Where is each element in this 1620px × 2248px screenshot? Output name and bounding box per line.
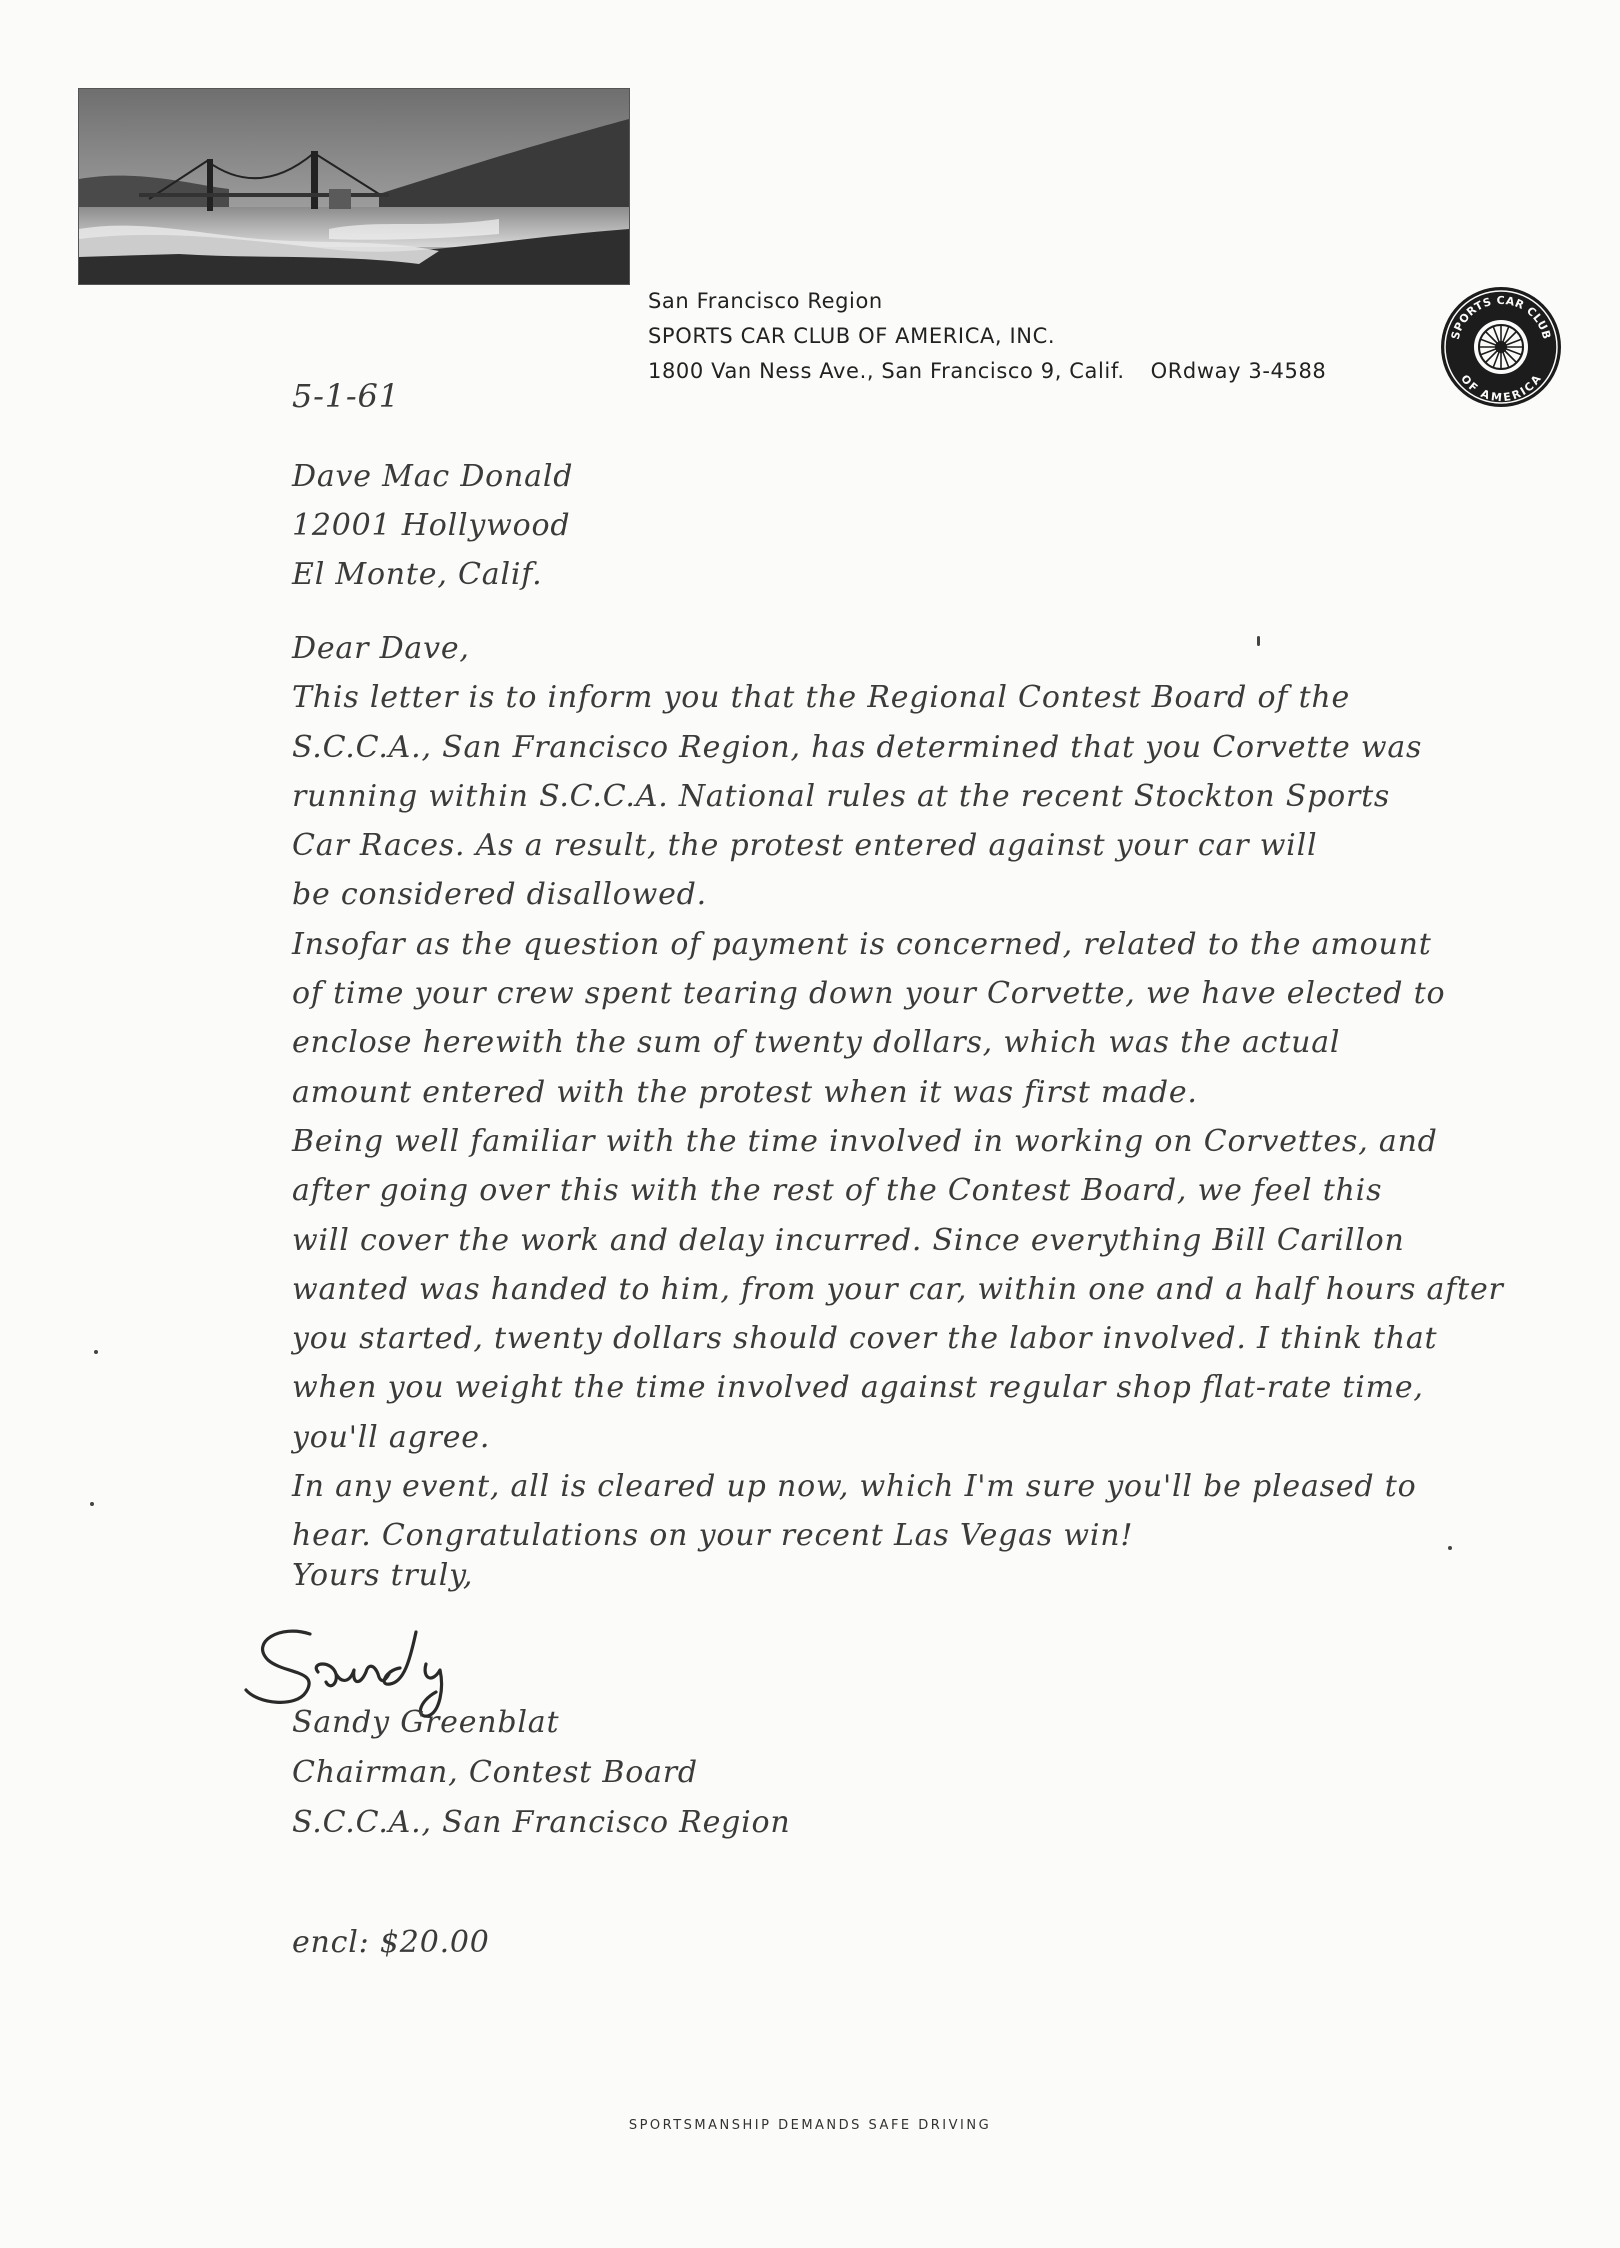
letter-body [292, 624, 1552, 1561]
body-line: Insofar as the question of payment is concerned, related to the amount [292, 926, 1432, 962]
body-line: be considered disallowed. [292, 877, 707, 913]
scan-speck [1257, 636, 1260, 646]
seal-text-top: SPORTS CAR CLUB [1448, 293, 1554, 341]
body-line: In any event, all is cleared up now, which I'm sure you'll be pleased to [292, 1469, 1417, 1505]
body-line: when you weight the time involved against regular shop flat-rate time, [292, 1370, 1424, 1406]
letter-closing: Yours truly, [292, 1558, 474, 1593]
body-line: This letter is to inform you that the Regional Contest Board of the [292, 680, 1351, 716]
body-line: enclose herewith the sum of twenty dollars, which was the actual [292, 1025, 1341, 1061]
footer-slogan: SPORTSMANSHIP DEMANDS SAFE DRIVING [628, 2118, 992, 2133]
body-line: amount entered with the protest when it was first made. [292, 1074, 1198, 1110]
signature-block [292, 1698, 1552, 1848]
seal-text-bottom: OF AMERICA [1458, 372, 1544, 405]
body-line: after going over this with the rest of the Contest Board, we feel this [292, 1173, 1383, 1209]
scan-speck [94, 1350, 98, 1354]
addressee-street: 12001 Hollywood [292, 508, 571, 543]
golden-gate-photo [78, 88, 630, 285]
signer-title: Chairman, Contest Board [292, 1755, 698, 1790]
body-line: S.C.C.A., San Francisco Region, has determined that you Corvette was [292, 729, 1423, 765]
body-line: you started, twenty dollars should cover the labor involved. I think that [292, 1321, 1438, 1357]
enclosure-note: encl: $20.00 [292, 1925, 490, 1960]
signer-organization: S.C.C.A., San Francisco Region [292, 1805, 791, 1840]
addressee-block [292, 452, 1552, 599]
addressee-city: El Monte, Calif. [292, 557, 543, 592]
body-line: Being well familiar with the time involved in working on Corvettes, and [292, 1123, 1438, 1159]
addressee-name: Dave Mac Donald [292, 459, 574, 494]
golden-gate-image [79, 89, 629, 284]
body-line: running within S.C.C.A. National rules at the recent Stockton Sports [292, 778, 1391, 814]
body-line: wanted was handed to him, from your car, within one and a half hours after [292, 1271, 1504, 1307]
scan-speck [90, 1502, 94, 1506]
letterhead-phone: ORdway 3-4588 [1150, 359, 1327, 383]
letter-date: 5-1-61 [292, 377, 400, 415]
body-line: will cover the work and delay incurred. Since everything Bill Carillon [292, 1222, 1405, 1258]
letterhead-club: SPORTS CAR CLUB OF AMERICA, INC. [648, 324, 1056, 348]
letterhead-address: 1800 Van Ness Ave., San Francisco 9, Calif. [648, 359, 1125, 383]
salutation: Dear Dave, [292, 631, 470, 666]
letterhead-region: San Francisco Region [648, 289, 883, 313]
body-line: Car Races. As a result, the protest entered against your car will [292, 828, 1318, 864]
signer-name: Sandy Greenblat [292, 1705, 560, 1740]
scan-speck [1448, 1546, 1452, 1550]
body-line: you'll agree. [292, 1419, 491, 1455]
body-line: of time your crew spent tearing down your Corvette, we have elected to [292, 976, 1446, 1012]
body-line: hear. Congratulations on your recent Las Vegas win! [292, 1518, 1134, 1554]
